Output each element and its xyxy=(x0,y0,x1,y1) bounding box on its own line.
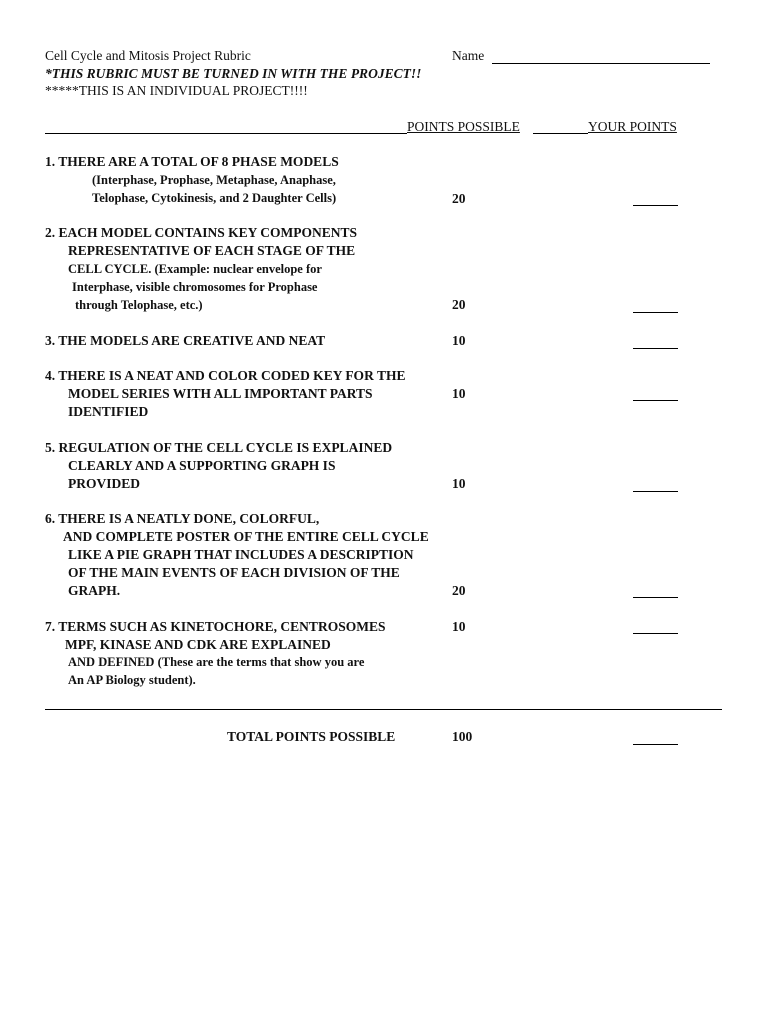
item-6-title: 6. THERE IS A NEATLY DONE, COLORFUL, xyxy=(45,511,320,526)
notice-turn-in: *THIS RUBRIC MUST BE TURNED IN WITH THE PROJECT!! xyxy=(45,66,422,81)
item-3-points: 10 xyxy=(452,333,466,348)
item-6-points: 20 xyxy=(452,583,466,598)
item-7-score-blank[interactable] xyxy=(633,633,678,634)
total-label: TOTAL POINTS POSSIBLE xyxy=(227,729,396,744)
item-2-points: 20 xyxy=(452,297,466,312)
item-2-line: through Telophase, etc.) xyxy=(75,298,203,312)
item-1-points: 20 xyxy=(452,191,466,206)
item-2-title: 2. EACH MODEL CONTAINS KEY COMPONENTS xyxy=(45,225,358,240)
item-5-score-blank[interactable] xyxy=(633,491,678,492)
item-3-score-blank[interactable] xyxy=(633,348,678,349)
item-5-title: 5. REGULATION OF THE CELL CYCLE IS EXPLAINED xyxy=(45,440,393,455)
item-7-line: MPF, KINASE AND CDK ARE EXPLAINED xyxy=(65,637,331,652)
item-6-score-blank[interactable] xyxy=(633,597,678,598)
item-1-line: Telophase, Cytokinesis, and 2 Daughter Cells) xyxy=(92,191,337,205)
item-2-line: REPRESENTATIVE OF EACH STAGE OF THE xyxy=(68,243,356,258)
item-3-title: 3. THE MODELS ARE CREATIVE AND NEAT xyxy=(45,333,326,348)
item-4-score-blank[interactable] xyxy=(633,400,678,401)
item-6-line: OF THE MAIN EVENTS OF EACH DIVISION OF THE xyxy=(68,565,400,580)
total-rule xyxy=(45,709,722,710)
item-6-line: LIKE A PIE GRAPH THAT INCLUDES A DESCRIPTION xyxy=(68,547,414,562)
item-6-line: AND COMPLETE POSTER OF THE ENTIRE CELL CYCLE xyxy=(63,529,429,544)
item-6-line: GRAPH. xyxy=(68,583,121,598)
name-blank[interactable] xyxy=(492,63,710,64)
col-points-possible: POINTS POSSIBLE xyxy=(407,119,520,134)
item-7-points: 10 xyxy=(452,619,466,634)
item-5-points: 10 xyxy=(452,476,466,491)
col-your-points: YOUR POINTS xyxy=(588,119,677,134)
item-2-line: Interphase, visible chromosomes for Prophase xyxy=(72,280,318,294)
total-score-blank[interactable] xyxy=(633,744,678,745)
item-1-title: 1. THERE ARE A TOTAL OF 8 PHASE MODELS xyxy=(45,154,339,169)
item-4-line: IDENTIFIED xyxy=(68,404,149,419)
item-4-title: 4. THERE IS A NEAT AND COLOR CODED KEY FOR THE xyxy=(45,368,406,383)
item-7-line: An AP Biology student). xyxy=(68,673,196,687)
item-2-score-blank[interactable] xyxy=(633,312,678,313)
item-4-line: MODEL SERIES WITH ALL IMPORTANT PARTS xyxy=(68,386,373,401)
header-rule-gap xyxy=(533,133,588,134)
item-5-line: CLEARLY AND A SUPPORTING GRAPH IS xyxy=(68,458,336,473)
item-4-points: 10 xyxy=(452,386,466,401)
notice-individual: *****THIS IS AN INDIVIDUAL PROJECT!!!! xyxy=(45,83,308,98)
item-7-line: AND DEFINED (These are the terms that show you are xyxy=(68,655,365,669)
item-7-title: 7. TERMS SUCH AS KINETOCHORE, CENTROSOMES xyxy=(45,619,386,634)
item-5-line: PROVIDED xyxy=(68,476,141,491)
document-title: Cell Cycle and Mitosis Project Rubric xyxy=(45,48,251,63)
item-2-line: CELL CYCLE. (Example: nuclear envelope for xyxy=(68,262,322,276)
item-1-line: (Interphase, Prophase, Metaphase, Anaphase, xyxy=(92,173,336,187)
header-rule xyxy=(45,133,407,134)
item-1-score-blank[interactable] xyxy=(633,205,678,206)
name-label: Name xyxy=(452,48,485,63)
total-points: 100 xyxy=(452,729,473,744)
